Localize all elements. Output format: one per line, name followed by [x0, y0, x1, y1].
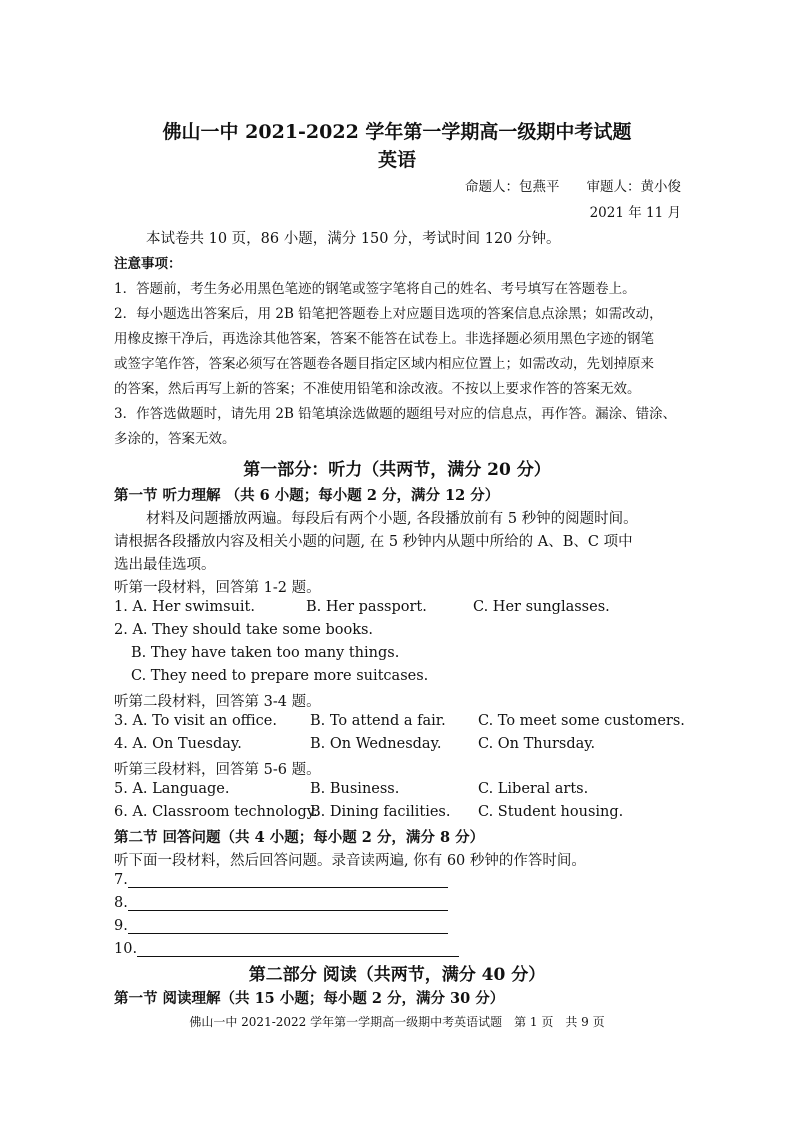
note-2-line-2: 用橡皮擦干净后，再选涂其他答案，答案不能答在试卷上。非选择题必须用黑色字迹的钢笔 [114, 331, 654, 347]
answer-blank[interactable] [128, 896, 448, 911]
q4-option-a: 4. A. On Tuesday. [114, 736, 242, 752]
q3-option-b: B. To attend a fair. [310, 713, 446, 729]
note-3-line-2: 多涂的，答案无效。 [114, 431, 236, 447]
q5-option-c: C. Liberal arts. [478, 781, 589, 797]
note-1: 1．答题前，考生务必用黑色笔迹的钢笔或签字笔将自己的姓名、考号填写在答题卷上。 [114, 281, 636, 297]
part2-section1-heading: 第一节 阅读理解（共 15 小题；每小题 2 分，满分 30 分） [114, 990, 505, 1007]
q2-option-b: B. They have taken too many things. [131, 645, 400, 661]
note-2-line-1: 2．每小题选出答案后，用 2B 铅笔把答题卷上对应题目选项的答案信息点涂黑；如需改动， [114, 306, 663, 322]
answer-line-7[interactable] [114, 872, 448, 888]
q4-option-c: C. On Thursday. [478, 736, 596, 752]
q3-option-a: 3. A. To visit an office. [114, 713, 277, 729]
part1-section1-heading: 第一节 听力理解 （共 6 小题；每小题 2 分，满分 12 分） [114, 487, 500, 504]
answer-blank[interactable] [128, 919, 448, 934]
answer-line-8[interactable] [114, 895, 448, 911]
answer-line-number: 10. [114, 941, 138, 957]
exam-title: 佛山一中 2021-2022 学年第一学期高一级期中考试题 [162, 121, 632, 143]
segment-3-prompt: 听第三段材料，回答第 5-6 题。 [114, 762, 321, 778]
part2-heading: 第二部分 阅读（共两节，满分 40 分） [248, 965, 546, 985]
q5-option-a: 5. A. Language. [114, 781, 230, 797]
instructions-line-2: 请根据各段播放内容及相关小题的问题, 在 5 秒钟内从题中所给的 A、B、C 项中 [114, 534, 633, 550]
segment-2-prompt: 听第二段材料，回答第 3-4 题。 [114, 694, 321, 710]
q6-option-b: B. Dining facilities. [310, 804, 451, 820]
exam-date: 2021 年 11 月 [589, 205, 681, 221]
section2-instructions: 听下面一段材料，然后回答问题。录音读两遍, 你有 60 秒钟的作答时间。 [114, 853, 586, 869]
answer-blank[interactable] [137, 942, 459, 957]
note-3-line-1: 3．作答选做题时，请先用 2B 铅笔填涂选做题的题组号对应的信息点，再作答。漏涂、错涂、 [114, 406, 677, 422]
exam-intro: 本试卷共 10 页，86 小题，满分 150 分，考试时间 120 分钟。 [146, 231, 561, 247]
answer-line-number: 9. [114, 918, 128, 934]
instructions-line-3: 选出最佳选项。 [114, 557, 216, 573]
page-footer: 佛山一中 2021-2022 学年第一学期高一级期中考英语试题 第 1 页 共 9 页 [189, 1015, 605, 1029]
answer-blank[interactable] [128, 873, 448, 888]
answer-line-10[interactable] [114, 941, 459, 957]
segment-1-prompt: 听第一段材料，回答第 1-2 题。 [114, 580, 321, 596]
exam-authors: 命题人：包燕平 审题人：黄小俊 [465, 179, 681, 195]
answer-line-number: 7. [114, 872, 128, 888]
answer-line-9[interactable] [114, 918, 448, 934]
q1-option-a: 1. A. Her swimsuit. [114, 599, 255, 615]
note-2-line-4: 的答案，然后再写上新的答案；不准使用铅笔和涂改液。不按以上要求作答的答案无效。 [114, 381, 641, 397]
q3-option-c: C. To meet some customers. [478, 713, 685, 729]
q5-option-b: B. Business. [310, 781, 400, 797]
exam-subject: 英语 [377, 149, 416, 171]
q1-option-b: B. Her passport. [306, 599, 427, 615]
q2-option-a: 2. A. They should take some books. [114, 622, 374, 638]
q6-option-c: C. Student housing. [478, 804, 624, 820]
q1-option-c: C. Her sunglasses. [473, 599, 610, 615]
q6-option-a: 6. A. Classroom technology. [114, 804, 318, 820]
part1-heading: 第一部分：听力（共两节，满分 20 分） [243, 460, 551, 480]
note-2-line-3: 或签字笔作答，答案必须写在答题卷各题目指定区域内相应位置上；如需改动，先划掉原来 [114, 356, 654, 372]
notes-heading: 注意事项： [114, 256, 182, 272]
answer-line-number: 8. [114, 895, 128, 911]
q2-option-c: C. They need to prepare more suitcases. [131, 668, 429, 684]
q4-option-b: B. On Wednesday. [310, 736, 442, 752]
part1-section2-heading: 第二节 回答问题（共 4 小题；每小题 2 分，满分 8 分） [114, 829, 485, 846]
instructions-line-1: 材料及问题播放两遍。每段后有两个小题, 各段播放前有 5 秒钟的阅题时间。 [146, 511, 638, 527]
